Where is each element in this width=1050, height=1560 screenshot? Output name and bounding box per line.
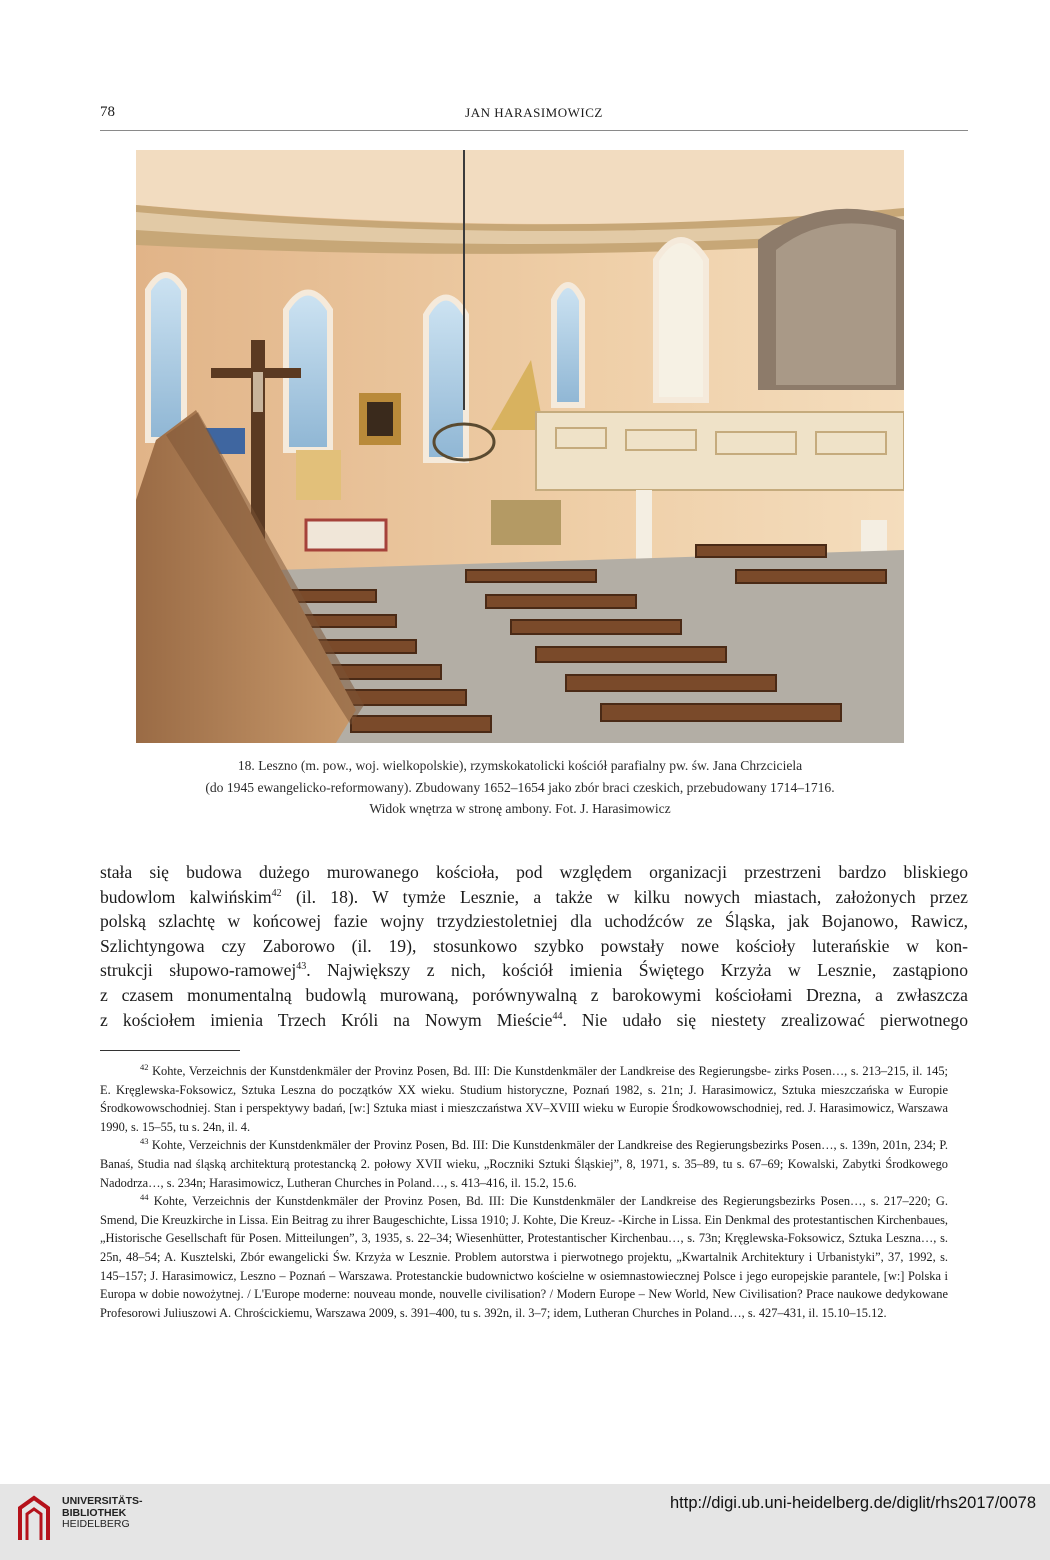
- digitization-footer: [0, 1484, 1050, 1560]
- footnote-line: s. 391–400, tu s. 392n, il. 3–7; idem, Lutheran Churches in Poland…, s. 427–431, il. 15.10–15.12.: [399, 1305, 887, 1320]
- body-paragraph: [100, 860, 968, 1032]
- footnote-ref-42: 42: [271, 887, 282, 899]
- body-line: [100, 1008, 968, 1033]
- library-line: UNIVERSITÄTS-: [62, 1495, 143, 1507]
- figure-caption: [130, 755, 910, 820]
- footnote-line: 8, 1971, s. 35–89, tu s. 67–69; Kowalski, Zabytki Środkowego Nadodrza…, s. 234n; Harasimowicz, Lutheran Churches in Poland…,: [100, 1156, 948, 1190]
- footnote-line: s. 145–157; J. Harasimowicz, Leszno – Poznań – Warszawa. Protestanckie budownictwo kościelne w osiemnastowiecznej Polsce: [100, 1249, 948, 1283]
- footnote-line: Kohte, Verzeichnis der Kunstdenkmäler der Provinz Posen, Bd. III: Die Kunstdenkmäler der Landkreise des Regierungsbezirks: [151, 1138, 789, 1153]
- body-line: z czasem monumentalną budowlą murowaną, porównywalną z barokowymi kościołami Drezna, a zwłaszcza: [100, 984, 968, 1005]
- footnote-line: 1982, s. 21n; J. Harasimowicz, Sztuka mieszczańska w Europie Środkowowschodniej. Stan i perspektywy badań, [w:] Sztuka miast: [100, 1082, 948, 1116]
- footnote-line: Posen…, s. 139n, 201n, 234; P. Banaś, Studia nad śląską architekturą protestancką 2. połowy XVII wieku, „Roczniki Sztuki Śląskiej”,: [100, 1138, 948, 1171]
- library-name: [62, 1496, 143, 1531]
- running-title: JAN HARASIMOWICZ: [465, 105, 603, 120]
- footnote-line: Posen…, s. 217–220; G. Smend, Die Kreuzkirche in Lissa. Ein Beitrag zu ihrer Baugeschichte, Lissa 1910; J. Kohte, Die Kreuz-: [100, 1194, 948, 1227]
- caption-line: (do 1945 ewangelicko-reformowany). Zbudowany 1652–1654 jako zbór braci czeskich, przebudowany 1714–1716.: [205, 779, 835, 795]
- body-line: polską szlachtę w końcowej fazie wojny trzydziestoletniej dla uchodźców ze Śląska, jak Bojanowo, Rawicz,: [100, 911, 968, 932]
- footnote-44: [100, 1192, 948, 1322]
- footnote-number: 42: [140, 1061, 149, 1072]
- footnote-ref-43: 43: [296, 961, 307, 973]
- footnotes: [100, 1062, 948, 1322]
- library-logo-icon: [14, 1494, 54, 1544]
- footnote-line: -Kirche in Lissa. Ein Denkmal des protestantischen Kirchenbaues, „Historische Gesellschaft für Posen. Mitteilungen”, 3, 1935, s. 22–34;: [100, 1212, 948, 1246]
- page-number: 78: [100, 104, 115, 120]
- footnote-42: [100, 1062, 948, 1136]
- footnote-line: i jego europejskie parantele, [w:] Polska i Europa w dobie nowożytnej. / L'Europe moderne: nouveau monde, nouvelle civilisation? /: [100, 1268, 948, 1302]
- footnote-line: i mieszczaństwa XV–XVIII wieku w Europie Środkowowschodniej, red. J. Harasimowicz, Warszawa 1990, s. 15–55, tu s. 24n, il. 4.: [100, 1101, 948, 1134]
- body-line: [100, 958, 968, 983]
- body-text-run: budowlom kalwińskim: [100, 886, 272, 907]
- footnote-line: Kohte, Verzeichnis der Kunstdenkmäler der Provinz Posen, Bd. III: Die Kunstdenkmäler der Landkreise des Regierungsbe-: [152, 1064, 771, 1078]
- body-text-run: (il. 18). W tymże Lesznie, a także w kilku nowych miastach, założonych przez: [281, 886, 968, 907]
- church-interior-photo: [136, 150, 904, 743]
- footnote-43: [100, 1136, 948, 1192]
- caption-line: 18. Leszno (m. pow., woj. wielkopolskie), rzymskokatolicki kościół parafialny pw. św. Jana Chrzciciela: [237, 758, 803, 773]
- body-text-run: strukcji słupowo-ramowej: [100, 960, 297, 981]
- library-line: BIBLIOTHEK: [62, 1506, 127, 1519]
- body-line: [100, 885, 968, 910]
- footnote-separator: [100, 1050, 240, 1051]
- body-text-run: . Największy z nich, kościół imienia Świętego Krzyża w Lesznie, zastąpiono: [306, 960, 968, 981]
- running-header: [100, 104, 968, 131]
- footnote-number: 43: [140, 1136, 149, 1147]
- body-line: stała się budowa dużego murowanego kościoła, pod względem organizacji przestrzeni bardzo bliskiego: [100, 862, 968, 882]
- footnote-line: s. 413–416, il. 15.2, 15.6.: [450, 1175, 577, 1190]
- body-text-run: . Nie udało się niestety zrealizować pierwotnego: [562, 1009, 969, 1030]
- footnote-line: Wiesenhütter, Protestantischer Kirchenbau…, s. 73n; Kręglewska-Foksowicz, Sztuka Leszna…, s. 25n, 48–54; A. Kusztelski,: [100, 1231, 948, 1264]
- footnote-line: zirks Posen…, s. 213–215, il. 145; E. Kręglewska-Foksowicz, Sztuka Leszna do początków XX wieku. Studium historyczne, Poznań: [100, 1064, 948, 1097]
- body-text-run: z kościołem imienia Trzech Króli na Nowym Mieście: [100, 1009, 553, 1030]
- footnote-line: Modern Europe – New World, New Civilisation? Prace naukowe dedykowane Profesorowi Juliuszowi A. Chrościckiemu, Warszawa 2009,: [100, 1287, 948, 1320]
- footnote-line: Kohte, Verzeichnis der Kunstdenkmäler der Provinz Posen, Bd. III: Die Kunstdenkmäler der Landkreise des Regierungsbezirks: [153, 1194, 816, 1209]
- source-url-link[interactable]: http://digi.ub.uni-heidelberg.de/diglit/rhs2017/0078: [669, 1494, 1036, 1512]
- footnote-line: Zbór ewangelicki Św. Krzyża w Lesznie. Problem autorstwa i pierwotnego projektu, „Kwartalnik Architektury i Urbanistyki”, 37, 1992,: [240, 1249, 936, 1264]
- caption-line: Widok wnętrza w stronę ambony. Fot. J. Harasimowicz: [369, 801, 671, 816]
- library-line: HEIDELBERG: [62, 1518, 130, 1530]
- body-line: Szlichtyngowa czy Zaborowo (il. 19), stosunkowo szybko powstały nowe kościoły luterańskie w kon-: [100, 935, 968, 956]
- footnote-ref-44: 44: [552, 1010, 563, 1022]
- footnote-number: 44: [140, 1192, 149, 1203]
